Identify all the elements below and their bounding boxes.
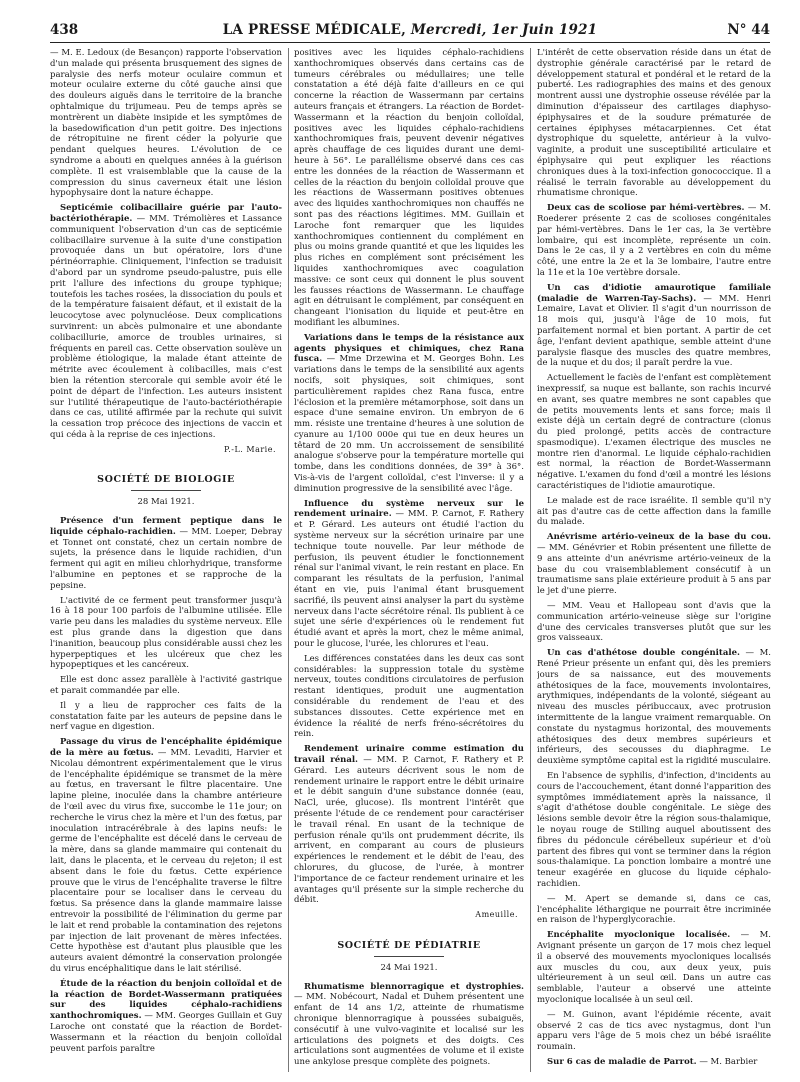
page-number: 438 — [50, 22, 79, 38]
journal-title-line — [50, 22, 770, 38]
article-text: — M. Roederer présente 2 cas de scolioses congénitales par hémi-vertèbres. Dans le 1er cas, la 3e vertèbre lombaire, qui est incomplète, représente un coin. Dans le 2e cas, il y a 2 vertèbres en coin du même côté, une entre la 2e et la 3e lombaire, l'autre entre la 11e et la 10e vertèbre dorsale. — [537, 203, 771, 278]
article-paragraph — [537, 648, 771, 767]
article-paragraph: — M. Guinon, avant l'épidémie récente, avait observé 2 cas de tics avec nystagmus, dont l'un apparu vers l'âge de 5 mois chez un bébé israélite roumain. — [537, 1009, 771, 1053]
article-text: — M. René Prieur présente un enfant qui, dès les premiers jours de sa naissance, eut des mouvements athétosiques de la face, mouvements involontaires, arythmiques, indépendants de la volonté, siégeant au niveau des muscles péribuccaux, avec protrusion intermittente de la langue vraiment remarquable. On constate du nystagmus horizontal, des mouvements athétosiques des deux membres supérieurs et inférieurs, des secousses du diaphragme. Le deuxième symptôme capital est la rigidité musculaire. — [537, 648, 771, 767]
article-title: Variations dans le temps de la résistance aux agents physiques et chimiques, chez Rana fusca. — [294, 332, 524, 365]
article-paragraph — [50, 203, 282, 441]
page-header — [50, 20, 770, 43]
section-rule — [374, 956, 444, 957]
article-title: Deux cas de scoliose par hémi-vertèbres. — [547, 203, 745, 214]
section-date: 24 Mai 1921. — [380, 962, 438, 973]
article-title: Encéphalite myoclonique localisée. — [547, 930, 731, 941]
article-paragraph — [50, 737, 282, 975]
article-text: — MM. Georges Guillain et Guy Laroche ont constaté que la réaction de Bordet-Wassermann et la réaction du benjoin colloïdal peuvent parfois paraître — [50, 1011, 282, 1054]
article-paragraph — [50, 979, 282, 1055]
article-title: Rendement urinaire comme estimation du travail rénal. — [294, 744, 524, 765]
section-date: 28 Mai 1921. — [137, 497, 195, 508]
article-paragraph — [537, 283, 771, 369]
article-text: — MM. P. Carnot, F. Rathery et P. Gérard. Les auteurs décrivent sous le nom de rendement urinaire le rapport entre le débit urinaire et le débit sanguin d'une substance donnée (eau, NaCl, urée, glucose). Ils montrent l'intérêt que présente l'étude de ce rendement pour caractériser le travail rénal. En usant de la technique de perfusion rénale qu'ils ont prudemment décrite, ils arrivent, en comparant au cours de plusieurs expériences le rendement et le débit de l'eau, des chlorures, du glucose, de l'urée, à montrer l'importance de ce facteur rendement urinaire et les avantages qu'il présente sur la simple recherche du débit. — [294, 755, 524, 906]
article-paragraph — [294, 982, 524, 1068]
article-title: Anévrisme artério-veineux de la base du cou. — [547, 532, 771, 543]
issue-number: N° 44 — [727, 22, 770, 38]
column-divider — [530, 48, 531, 1072]
article-title: Rhumatisme blennorragique et dystrophies. — [304, 981, 524, 992]
journal-title: LA PRESSE MÉDICALE, — [222, 22, 406, 38]
section-heading: SOCIÉTÉ DE PÉDIATRIE — [337, 939, 481, 951]
article-title: Un cas d'idiotie amaurotique familiale (maladie de Warren-Tay-Sachs). — [537, 282, 771, 304]
article-title: Sur 6 cas de maladie de Parrot. — [547, 1056, 697, 1067]
column-2 — [294, 48, 524, 1072]
column-divider — [288, 48, 289, 1072]
section-heading: SOCIÉTÉ DE BIOLOGIE — [97, 474, 235, 486]
article-title: Présence d'un ferment peptique dans le liquide céphalo-rachidien. — [50, 516, 282, 537]
article-text: — M. Barbier — [699, 1056, 758, 1067]
article-paragraph: Les différences constatées dans les deux cas sont considérables: la suppression totale du système nerveux, toutes conditions circulatoires de perfusion restant identiques, produit une augmentation considérable du rendement de l'eau et des substances dissoutes. Cette expérience met en évidence la réalité de nerfs fréno-sécrétoires du rein. — [294, 653, 524, 740]
article-paragraph — [50, 516, 282, 592]
article-text: — MM. Nobécourt, Nadal et Duhem présentent une enfant de 14 ans 1/2, atteinte de rhumatisme chronique blennorragique à poussées subaiguës, consécutif à une vulvo-vaginite et localisé sur les articulations des poignets et des doigts. Ces articulations sont augmentées de volume et il existe une ankylose presque complète des poignets. — [294, 992, 524, 1068]
column-1 — [50, 48, 282, 1072]
article-title: Influence du système nerveux sur le rendement urinaire. — [294, 498, 524, 520]
signature: P.-L. Marie. — [223, 444, 276, 454]
article-paragraph — [537, 930, 771, 1006]
article-text: — MM. Levaditi, Harvier et Nicolau démontrent expérimentalement que le virus de l'encéphalite épidémique se transmet de la mère au fœtus, en traversant le filtre placentaire. Une lapine pleine, inoculée dans la chambre antérieure de l'œil avec du virus fixe, succombe le 11e jour; on recherche le virus chez la mère et l'un des fœtus, par inoculation intracérébrale à des lapins neufs: le germe de l'encéphalite est décelé dans le cerveau de la mère, dans sa glande mammaire qui contenait du lait, dans le placenta, et le cerveau du rejeton; il est absent dans le foie du fœtus. Cette expérience prouve que le virus de l'encéphalite traverse le filtre placentaire pour se localiser dans le cerveau du fœtus. Sa présence dans la glande mammaire laisse entrevoir la possibilité de l'élimination du germe par le lait et rend probable la contamination des rejetons par injection de lait provenant de mères infectées. Cette hypothèse est d'autant plus plausible que les auteurs avaient démontré la conservation prolongée du virus encéphalitique dans le lait stérilisé. — [50, 748, 282, 974]
article-text: — MM. P. Carnot, F. Rathery et P. Gérard. Les auteurs ont étudié l'action du système nerveux sur la sécrétion urinaire par une technique toute nouvelle. Par leur méthode de perfusion, ils peuvent étudier le fonctionnement rénal sur l'animal vivant, le rein restant en place. En comparant les résultats de la perfusion, l'animal étant en vie, puis l'animal étant brusquement sacrifié, ils peuvent ainsi analyser la part du système nerveux dans l'acte sécrétoire rénal. Ils publient à ce sujet une série d'expériences où le rendement fut étudié avant et après la mort, chez le même animal, pour le glucose, l'urée, les chlorures et l'eau. — [294, 509, 524, 650]
article-paragraph: — MM. Veau et Hallopeau sont d'avis que la communication artério-veineuse siège sur l'origine d'une des cervicales transverses plutôt que sur les gros vaisseaux. — [537, 601, 771, 644]
article-text: — M. Avignant présente un garçon de 17 mois chez lequel il a observé des mouvements myocloniques localisés aux muscles du cou, aux deux yeux, puis ultérieurement à un seul œil. Dans un autre cas semblable, l'auteur a observé une atteinte myoclonique localisée à un seul œil. — [537, 930, 771, 1005]
article-title: Septicémie colibacillaire guérie par l'auto-bactériothérapie. — [50, 203, 282, 224]
article-text: — Mme Drzewina et M. Georges Bohn. Les variations dans le temps de la sensibilité aux agents nocifs, soit physiques, soit chimiques, sont particulièrement rapides chez Rana fusca, entre l'éclosion et la première métamorphose, soit dans un espace d'une semaine environ. Un embryon de 6 mm. résiste une trentaine d'heures à une solution de cyanure au 1/100 000e qui tue en deux heures un têtard de 20 mm. Un accroissement de sensibilité analogue s'observe pour la température mortelle qui tombe, dans les conditions données, de 39° à 36°. Vis-à-vis de l'argent colloïdal, c'est l'inverse: il y a diminution progressive de la sensibilité avec l'âge. — [294, 354, 524, 494]
article-paragraph: — M. E. Ledoux (de Besançon) rapporte l'observation d'un malade qui présenta brusquement des signes de paralysie des nerfs moteur oculaire commun et moteur oculaire externe du côté gauche ainsi que des douleurs aiguës dans le territoire de la branche ophtalmique du trijumeau. Peu de temps après se montrèrent un diabète insipide et les symptômes de la basedowification d'un petit goitre. Des injections de rétropituine ne firent céder la polyurie que pendant quelques heures. L'évolution de ce syndrome a abouti en quelques années à la guérison complète. Il est vraisemblable que la cause de la compression du sinus caverneux était une lésion hypophysaire dont la nature échappe. — [50, 48, 282, 199]
article-title: Étude de la réaction du benjoin colloïdal et de la réaction de Bordet-Wassermann pratiquées sur des liquides céphalo-rachidiens xanthochromiques. — [50, 978, 282, 1022]
section-rule — [131, 490, 201, 491]
article-paragraph: Le malade est de race israélite. Il semble qu'il n'y ait pas d'autre cas de cette affection dans la famille du malade. — [537, 495, 771, 528]
article-paragraph: — M. Apert se demande si, dans ce cas, l'encéphalite léthargique ne pourrait être incriminée en raison de l'hyperglycorachie. — [537, 893, 771, 926]
article-text: — MM. Trémolières et Lassance communiquent l'observation d'un cas de septicémie colibacillaire survenue à la suite d'une constipation provoquée dans un but opératoire, lors d'une périnéorraphie. Cliniquement, l'infection se traduisit d'abord par un syndrome pseudo-palustre, puis elle prit l'allure des infections du groupe typhique; toutefois les taches rosées, la dissociation du pouls et de la température faisaient défaut, et il existait de la leucocytose avec polynucléose. Deux complications survinrent: un abcès pulmonaire et une abondante colibacillurie, amorce de troubles urinaires, si fréquents en pareil cas. Cette observation soulève un problème étiologique, la malade étant atteinte de métrite avec écoulement à colibacilles, mais c'est bien la rétention stercorale qui semble avoir été le point de départ de l'infection. Les auteurs insistent sur l'utilité thérapeutique de l'auto-bactériothérapie dans ce cas, utilité affirmée par la rechute qui suivit la cessation trop précoce des injections de vaccin et qui céda à la reprise de ces injections. — [50, 213, 282, 440]
article-paragraph — [537, 203, 771, 279]
article-paragraph — [294, 333, 524, 495]
article-paragraph — [537, 532, 771, 597]
article-paragraph: Il y a lieu de rapprocher ces faits de la constatation faite par les auteurs de pepsine dans le nerf vague en digestion. — [50, 700, 282, 733]
article-title: Un cas d'athétose double congénitale. — [547, 648, 740, 659]
article-text: — MM. Henri Lemaire, Lavat et Olivier. Il s'agit d'un nourrisson de 18 mois qui, jusqu'à l'âge de 10 mois, fut parfaitement normal et bien portant. A partir de cet âge, l'enfant devient apathique, semble atteint d'une paralysie flasque des muscles des quatre membres, de la nuque et du dos; il paraît perdre la vue. — [537, 293, 771, 369]
article-paragraph: Actuellement le faciès de l'enfant est complètement inexpressif, sa nuque est ballante, son rachis incurvé en avant, ses quatre membres ne sont capables que de petits mouvements lents et sans force; mais il existe déjà un certain degré de contracture (clonus du pied prolongé, petits accès de contracture spasmodique). L'examen électrique des muscles ne montre rien d'anormal. Le liquide céphalo-rachidien est normal, la réaction de Bordet-Wassermann négative. L'examen du fond d'œil a montré les lésions caractéristiques de l'idiotie amaurotique. — [537, 373, 771, 492]
column-3 — [537, 48, 771, 1072]
article-paragraph: En l'absence de syphilis, d'infection, d'incidents au cours de l'accouchement, étant donné l'apparition des symptômes immédiatement après la naissance, il s'agit d'athétose double congénitale. Le siège des lésions semble devoir être la région sous-thalamique, le noyau rouge de Stilling auquel aboutissent des fibres du pédoncule cérébelleux supérieur et d'où partent des fibres qui vont se terminer dans la région sous-thalamique. La ponction lombaire a montré une teneur exagérée en glucose du liquide céphalo-rachidien. — [537, 771, 771, 889]
article-paragraph — [294, 744, 524, 906]
article-paragraph: positives avec les liquides céphalo-rachidiens xanthochromiques observés dans certains cas de tumeurs cérébrales ou médullaires; une telle constatation a été déjà faite d'ailleurs en ce qui concerne la réaction de Wassermann par certains auteurs français et étrangers. La réaction de Bordet-Wassermann et la réaction du benjoin colloïdal, positives avec les liquides céphalo-rachidiens xanthochromiques frais, peuvent devenir négatives après chauffage de ces liquides durant une demi-heure à 56°. Le parallélisme observé dans ces cas entre les données de la réaction de Wassermann et celles de la réaction du benjoin colloïdal prouve que les réactions de Wassermann positives obtenues avec des liquides xanthochromiques non chauffés ne sont pas des réactions légitimes. MM. Guillain et Laroche font remarquer que les liquides xanthochromiques contiennent du complément en plus ou moins grande quantité et que les liquides les plus riches en complément sont précisément les liquides xanthochromiques avec coagulation massive: ce sont ceux qui donnent le plus souvent les fausses réactions de Wassermann. Le chauffage agit en détruisant le complément, par conséquent en changeant l'ionisation du liquide et peut-être en modifiant les albumines. — [294, 48, 524, 328]
article-paragraph — [294, 499, 524, 650]
article-paragraph: L'intérêt de cette observation réside dans un état de dystrophie générale caractérisé par le retard de développement statural et pondéral et le retard de la puberté. Les radiographies des mains et des genoux montrent aussi une dystrophie osseuse révélée par la diminution d'épaisseur des cartilages diaphyso-épiphysaires et de la soudure prématurée de certaines épiphyses métacarpiennes. Cet état dystrophique du squelette, antérieur à la vulvo-vaginite, a produit une susceptibilité articulaire et épiphysaire qui peut expliquer les réactions chroniques dues à la toxi-infection gonococcique. Il a réalisé le terrain favorable au développement du rhumatisme chronique. — [537, 48, 771, 199]
article-text: — MM. Loeper, Debray et Tonnet ont constaté, chez un certain nombre de sujets, la présence dans le liquide rachidien, d'un ferment qui agit en milieu chlorhydrique, transforme l'albumine en peptones et se rapproche de la pepsine. — [50, 526, 282, 591]
article-title: Passage du virus de l'encéphalite épidémique de la mère au fœtus. — [50, 737, 282, 759]
article-paragraph: L'activité de ce ferment peut transformer jusqu'à 16 à 18 pour 100 parfois de l'albumine utilisée. Elle varie peu dans les maladies du système nerveux. Elle est plus grande dans la digestion que dans l'inanition, beaucoup plus considérable aussi chez les hyperpeptiques et les ulcéreux que chez les hypopeptiques et les cancéreux. — [50, 595, 282, 671]
article-text: — MM. Génévrier et Robin présentent une fillette de 9 ans atteinte d'un anévrisme artério-veineux de la base du cou vraisemblablement consécutif à un traumatisme sans plaie extérieure produit à 5 ans par le jet d'une pierre. — [537, 543, 771, 597]
signature: Ameuille. — [475, 910, 518, 920]
issue-date: Mercredi, 1er Juin 1921 — [410, 22, 598, 38]
article-paragraph: Elle est donc assez parallèle à l'activité gastrique et parait commandée par elle. — [50, 675, 282, 697]
article-paragraph — [537, 1057, 771, 1068]
